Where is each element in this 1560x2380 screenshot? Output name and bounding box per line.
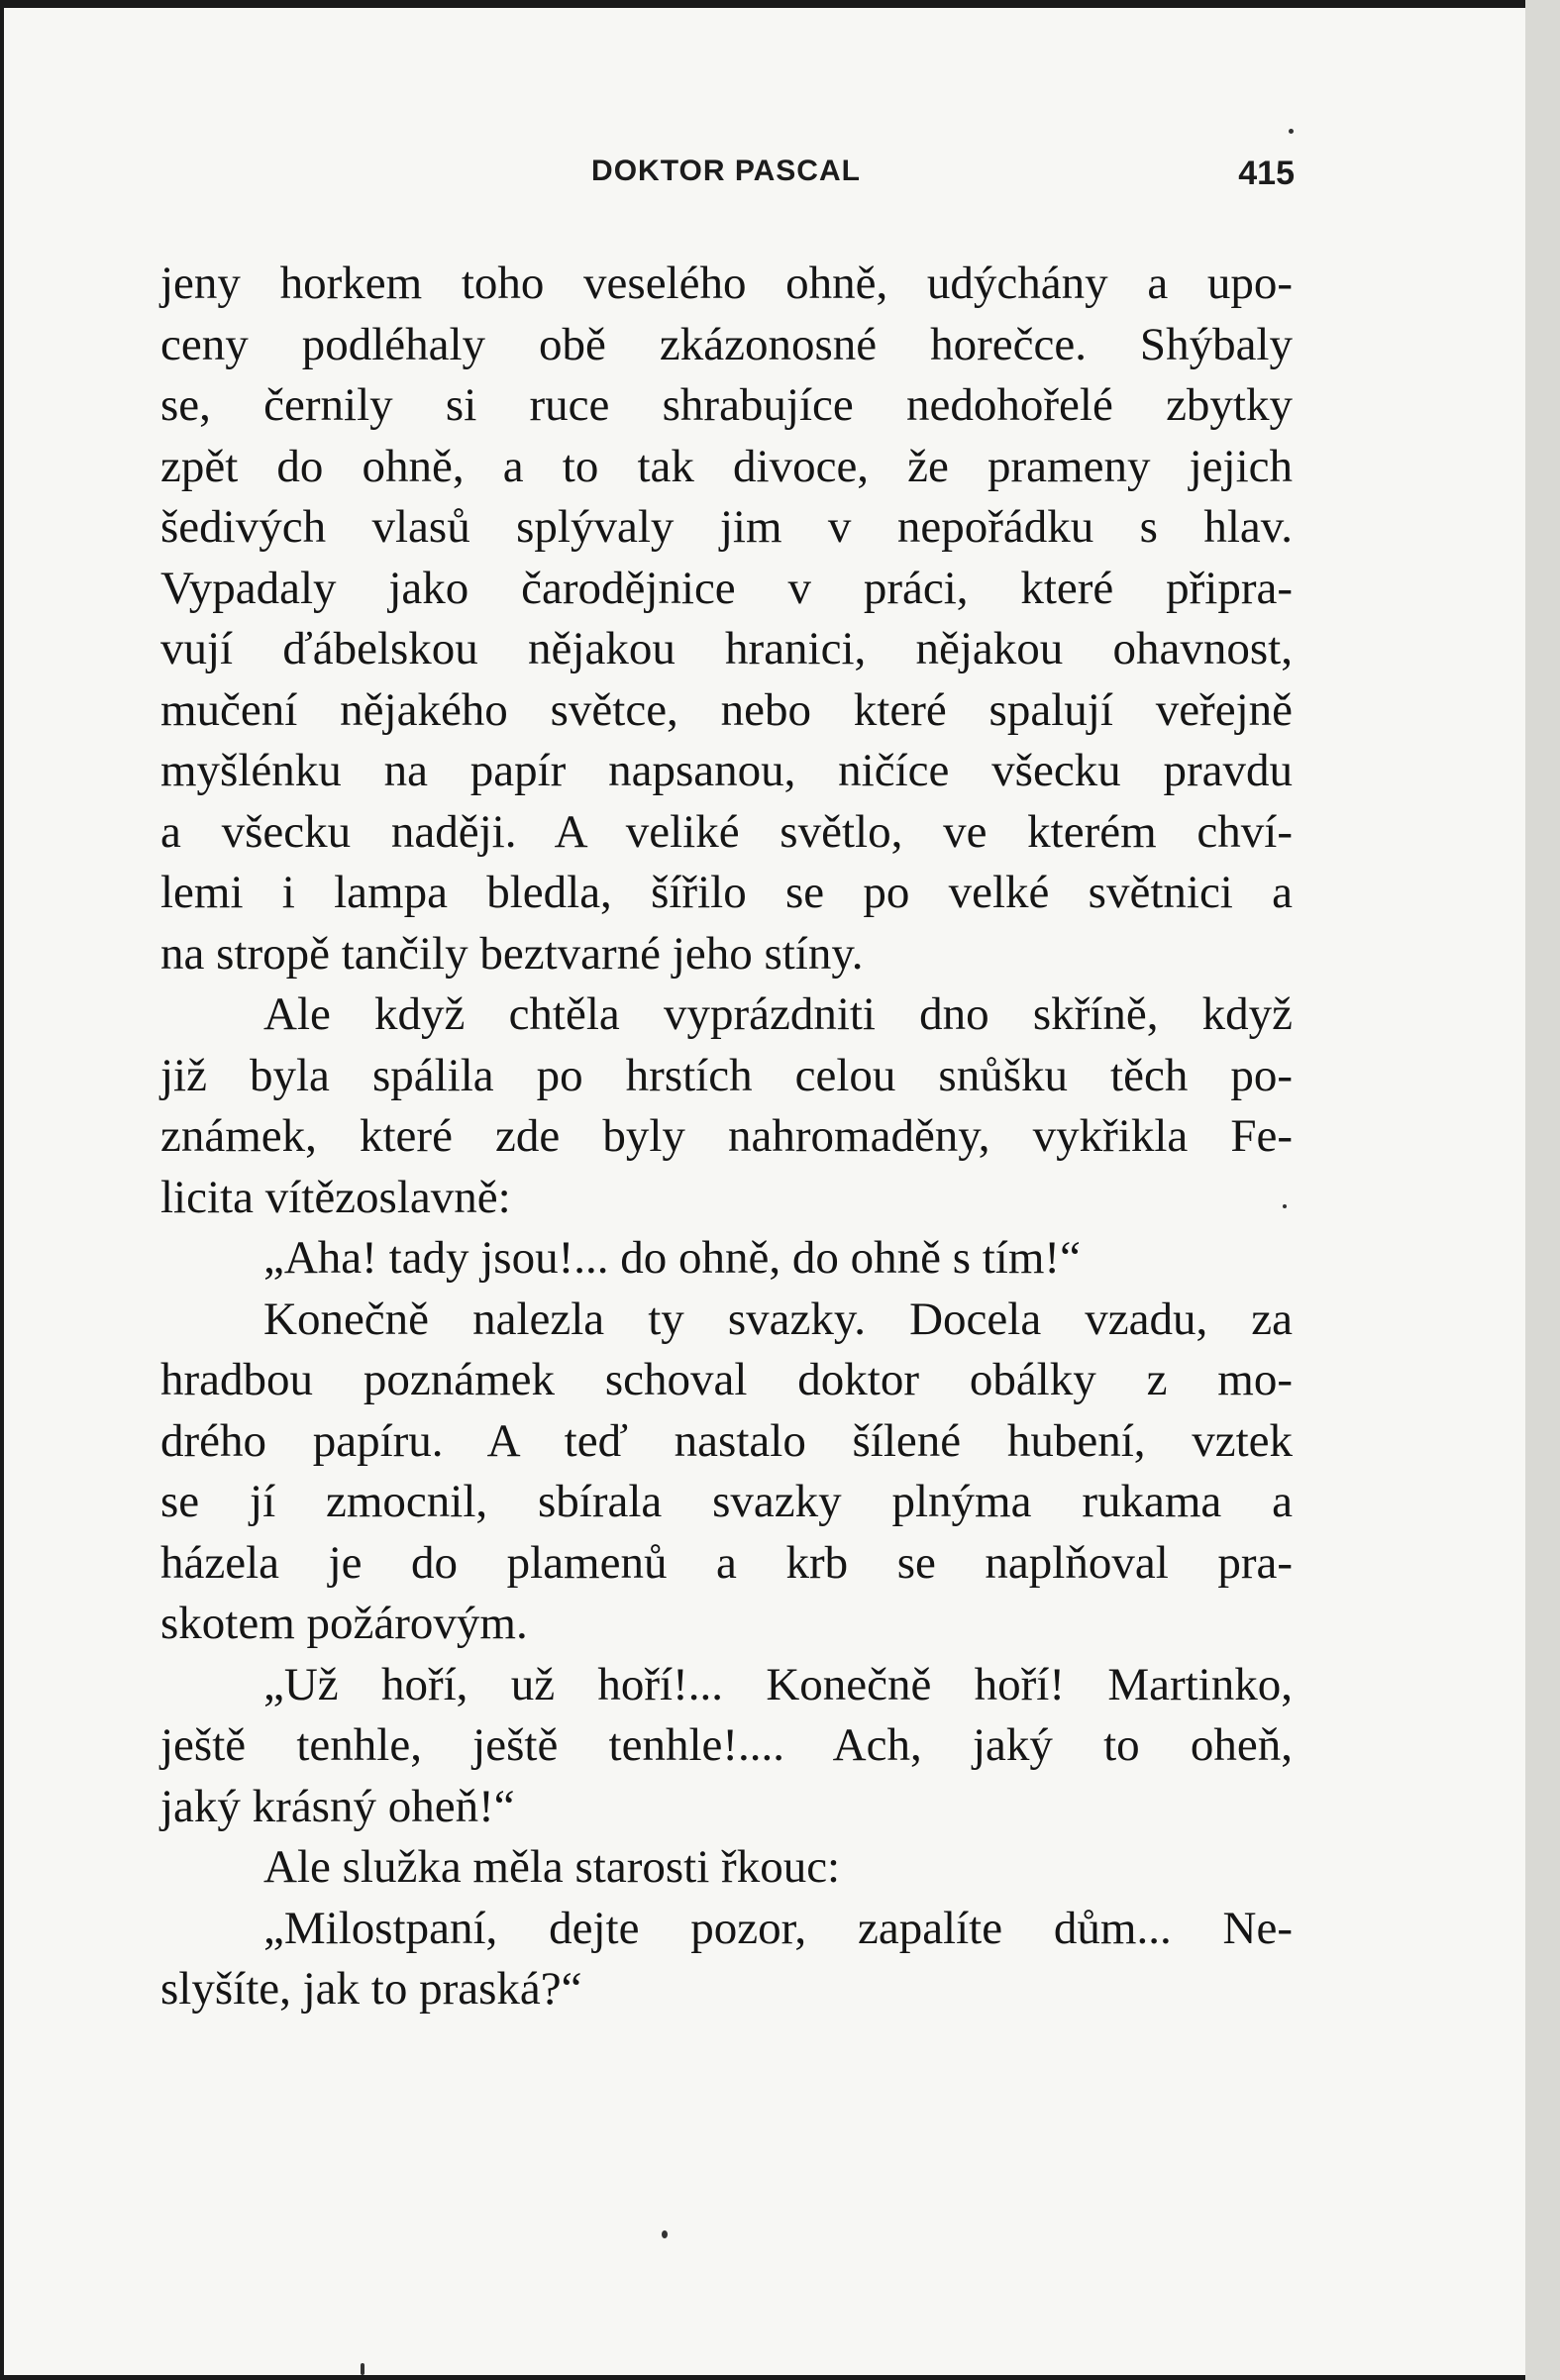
text-line: známek, které zde byly nahromaděny, vykřikla Fe- bbox=[160, 1110, 1293, 1162]
page-edge bbox=[1525, 0, 1560, 2380]
running-head: DOKTOR PASCAL bbox=[591, 155, 861, 187]
text-line: lemi i lampa bledla, šířilo se po velké světnici a bbox=[160, 867, 1293, 918]
text-line: šedivých vlasů splývaly jim v nepořádku s hlav. bbox=[160, 501, 1293, 553]
text-line: Ale služka měla starosti řkouc: bbox=[263, 1841, 841, 1893]
text-line: myšlénku na papír napsanou, ničíce všecku pravdu bbox=[160, 745, 1293, 796]
text-line: Konečně nalezla ty svazky. Docela vzadu, za bbox=[263, 1293, 1293, 1345]
text-line: házela je do plamenů a krb se naplňoval pra- bbox=[160, 1536, 1293, 1589]
text-line: na stropě tančily beztvarné jeho stíny. bbox=[160, 927, 864, 980]
text-line: Ale když chtěla vyprázdniti dno skříně, když bbox=[263, 988, 1293, 1040]
text-line: mučení nějakého světce, nebo které spalují veřejně bbox=[160, 683, 1293, 736]
text-line: „Milostpaní, dejte pozor, zapalíte dům... Ne- bbox=[263, 1902, 1293, 1954]
page-number: 415 bbox=[1238, 155, 1295, 192]
text-line: hradbou poznámek schoval doktor obálky z mo- bbox=[160, 1354, 1293, 1405]
text-line: slyšíte, jak to praská?“ bbox=[160, 1963, 582, 2015]
text-line: „Už hoří, už hoří!... Konečně hoří! Martinko, bbox=[263, 1658, 1293, 1710]
text-line: jaký krásný oheň!“ bbox=[160, 1780, 515, 1832]
book-page bbox=[4, 8, 1525, 2375]
text-line: jeny horkem toho veselého ohně, udýchány a upo- bbox=[160, 258, 1293, 309]
ink-speck bbox=[662, 2230, 668, 2238]
ink-speck bbox=[1283, 1204, 1287, 1208]
text-line: drého papíru. A teď nastalo šílené hubení, vztek bbox=[160, 1414, 1293, 1467]
text-line: se, černily si ruce shrabujíce nedohořelé zbytky bbox=[160, 379, 1293, 431]
text-line: vují ďábelskou nějakou hranici, nějakou ohavnost, bbox=[160, 623, 1293, 674]
page-header bbox=[157, 155, 1295, 204]
text-line: skotem požárovým. bbox=[160, 1598, 528, 1649]
text-line: ještě tenhle, ještě tenhle!.... Ach, jaký to oheň, bbox=[160, 1719, 1293, 1771]
text-line: Vypadaly jako čarodějnice v práci, které připra- bbox=[160, 562, 1293, 614]
text-line: ceny podléhaly obě zkázonosné horečce. Shýbaly bbox=[160, 318, 1293, 370]
ink-speck bbox=[361, 2363, 364, 2375]
text-line: zpět do ohně, a to tak divoce, že prameny jejich bbox=[160, 440, 1293, 492]
text-line: se jí zmocnil, sbírala svazky plnýma rukama a bbox=[160, 1476, 1293, 1527]
text-line: licita vítězoslavně: bbox=[160, 1171, 511, 1223]
text-line: „Aha! tady jsou!... do ohně, do ohně s tím!“ bbox=[263, 1232, 1081, 1284]
ink-speck bbox=[1289, 129, 1294, 134]
text-line: a všecku naději. A veliké světlo, ve kterém chví- bbox=[160, 805, 1293, 858]
text-line: již byla spálila po hrstích celou snůšku těch po- bbox=[160, 1049, 1293, 1101]
body-text bbox=[160, 254, 1293, 2020]
